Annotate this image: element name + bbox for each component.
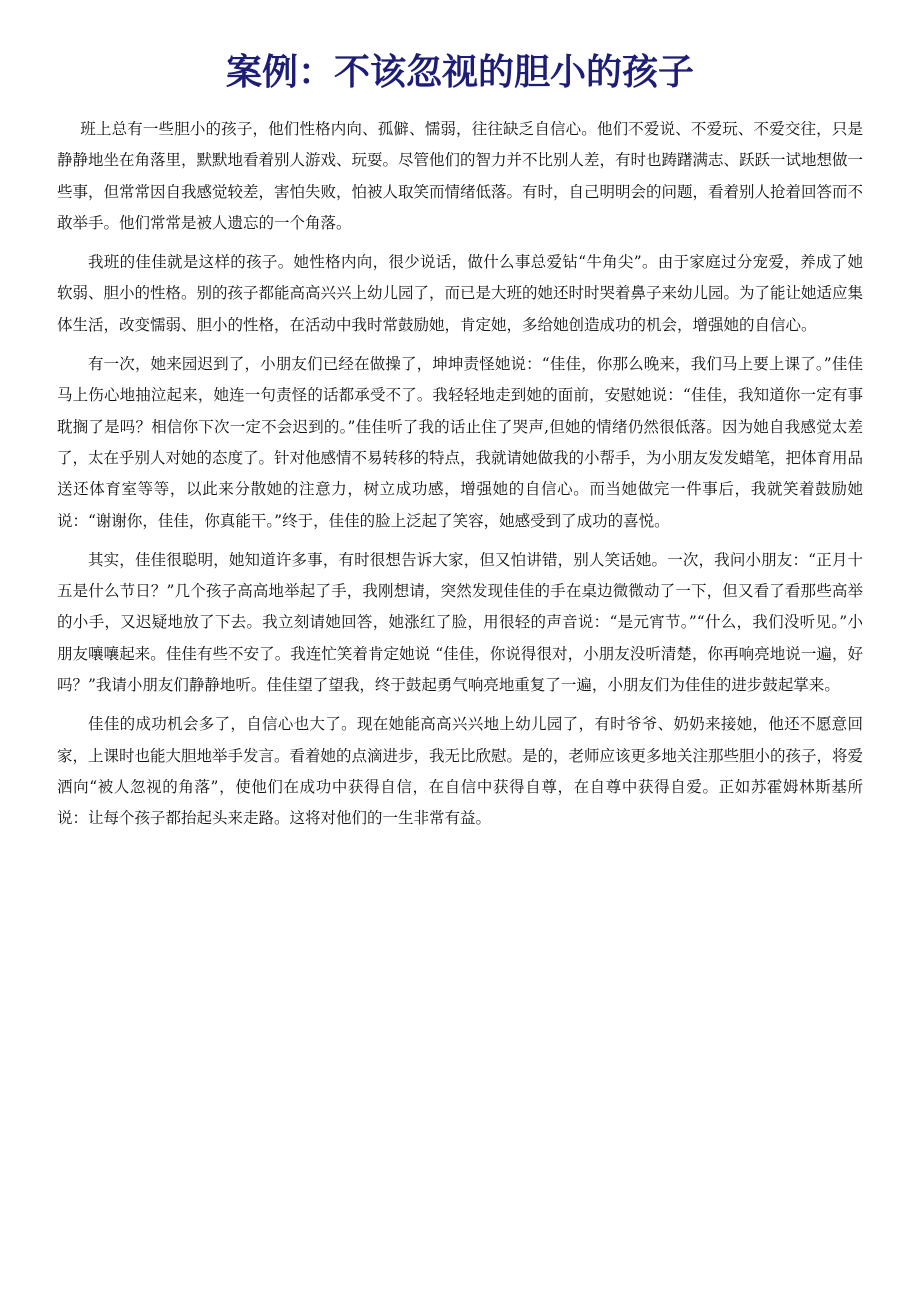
paragraph-1: 班上总有一些胆小的孩子，他们性格内向、孤僻、懦弱，往往缺乏自信心。他们不爱说、不爱玩、不爱交往，只是静静地坐在角落里，默默地看着别人游戏、玩耍。尽管他们的智力并不比别人差，有时也踌躇满志、跃跃一试地想做一些事，但常常因自我感觉较差，害怕失败，怕被人取笑而情绪低落。有时，自己明明会的问题，看着别人抢着回答而不敢举手。他们常常是被人遗忘的一个角落。 xyxy=(57,120,864,232)
paragraph-3: 有一次，她来园迟到了，小朋友们已经在做操了，坤坤责怪她说：“佳佳，你那么晚来，我们马上要上课了。”佳佳马上伤心地抽泣起来，她连一句责怪的话都承受不了。我轻轻地走到她的面前，安慰她说：“佳佳，我知道你一定有事耽搁了是吗？相信你下次一定不会迟到的。”佳佳听了我的话止住了哭声,但她的情绪仍然很低落。因为她自我感觉太差了，太在乎别人对她的态度了。针对他感情不易转移的特点，我就请她做我的小帮手，为小朋友发发蜡笔，把体育用品送还体育室等等，以此来分散她的注意力，树立成功感，增强她的自信心。而当她做完一件事后，我就笑着鼓励她说：“谢谢你，佳佳，你真能干。”终于，佳佳的脸上泛起了笑容，她感受到了成功的喜悦。 xyxy=(57,355,864,530)
paragraph-2: 我班的佳佳就是这样的孩子。她性格内向，很少说话，做什么事总爱钻“牛角尖”。由于家庭过分宠爱，养成了她软弱、胆小的性格。别的孩子都能高高兴兴上幼儿园了，而已是大班的她还时时哭着鼻子来幼儿园。为了能让她适应集体生活，改变懦弱、胆小的性格，在活动中我时常鼓励她，肯定她，多给她创造成功的机会，增强她的自信心。 xyxy=(57,253,864,334)
document-body xyxy=(57,114,863,843)
paragraph-4: 其实，佳佳很聪明，她知道许多事，有时很想告诉大家，但又怕讲错，别人笑话她。一次，我问小朋友：“正月十五是什么节日？”几个孩子高高地举起了手，我刚想请，突然发现佳佳的手在桌边微微动了一下，但又看了看那些高举的小手，又迟疑地放了下去。我立刻请她回答，她涨红了脸，用很轻的声音说：“是元宵节。”“什么，我们没听见。”小朋友嚷嚷起来。佳佳有些不安了。我连忙笑着肯定她说 “佳佳，你说得很对，小朋友没听清楚，你再响亮地说一遍，好吗？”我请小朋友们静静地听。佳佳望了望我，终于鼓起勇气响亮地重复了一遍，小朋友们为佳佳的进步鼓起掌来。 xyxy=(57,550,863,695)
document-title: 案例：不该忽视的胆小的孩子 xyxy=(225,52,694,93)
paragraph-5: 佳佳的成功机会多了，自信心也大了。现在她能高高兴兴地上幼儿园了，有时爷爷、奶奶来接她，他还不愿意回家，上课时也能大胆地举手发言。看着她的点滴进步，我无比欣慰。是的，老师应该更多地关注那些胆小的孩子，将爱洒向“被人忽视的角落”，使他们在成功中获得自信，在自信中获得自尊，在自尊中获得自爱。正如苏霍姆林斯基所说：让每个孩子都抬起头来走路。这将对他们的一生非常有益。 xyxy=(57,715,864,828)
